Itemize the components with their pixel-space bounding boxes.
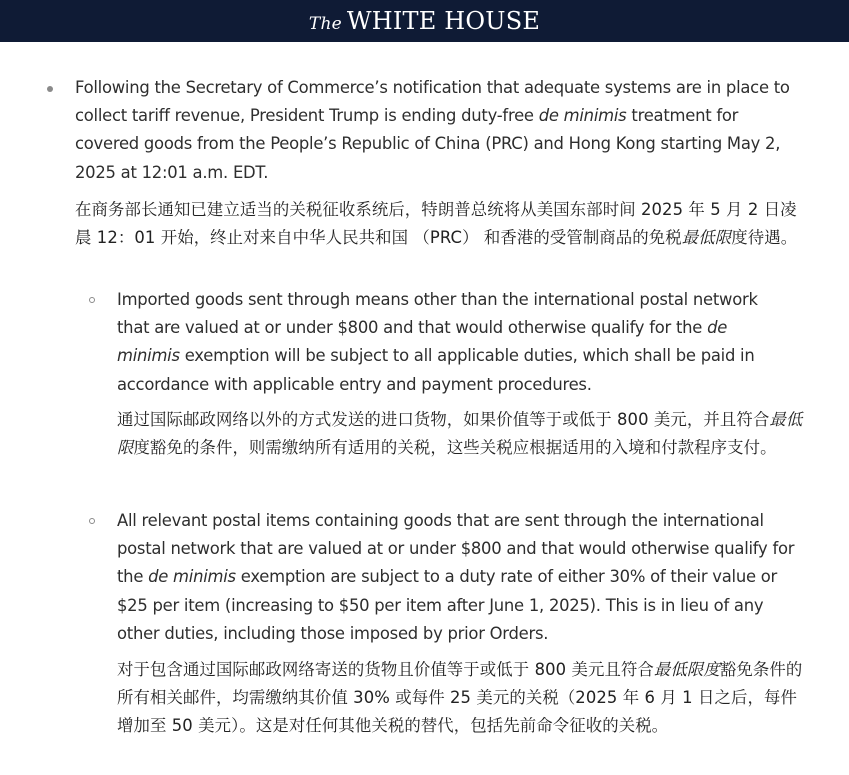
item-2-en-emphasis: de minimis [117,318,728,366]
item-2-en-text-b: exemption will be subject to all applicable duties, which shall be paid in accordance with applicable entry and payment procedures. [117,346,755,394]
item-3-chinese [117,656,807,739]
item-3-english [117,507,802,648]
item-1-zh-emphasis: 最低限 [681,227,732,247]
item-1-en-emphasis: de minimis [538,106,627,126]
item-3-en-emphasis: de minimis [148,567,236,587]
bullet-circle-icon [89,297,95,303]
logo-name: WHITE HOUSE [346,7,541,35]
item-1-en-text-b: treatment for covered goods from the People’s Republic of China (PRC) and Hong Kong starting May 2, 2025 at 12:01 a.m. EDT. [75,106,781,182]
item-1-english [75,74,805,187]
logo-the: The [308,14,342,34]
item-1-zh-text-a: 在商务部长通知已建立适当的关税征收系统后，特朗普总统将从美国东部时间 2025 年 5 月 2 日凌晨 12：01 开始，终止对来自中华人民共和国 （PRC） 和香港的受管制商品的免税 [75,200,797,247]
item-3-zh-text-a: 对于包含通过国际邮政网络寄送的货物且价值等于或低于 800 美元且符合 [117,660,654,679]
bullet-disc-icon [47,86,53,92]
bullet-circle-icon [89,518,95,524]
item-1-en-text-a: Following the Secretary of Commerce’s notification that adequate systems are in place to collect tariff revenue, President Trump is ending duty-free [75,78,790,126]
item-2-chinese [117,406,807,462]
item-1-zh-text-b: 度待遇。 [731,227,798,247]
item-2-zh-text-b: 度豁免的条件，则需缴纳所有适用的关税，这些关税应根据适用的入境和付款程序支付。 [133,437,777,457]
item-3-zh-emphasis: 最低限度 [653,660,720,679]
item-2-en-text-a: Imported goods sent through means other than the international postal network that are valued at or under $800 and that would otherwise qualify for the [117,290,758,338]
item-3-en-text-b: exemption are subject to a duty rate of either 30% of their value or $25 per item (increasing to $50 per item after June 1, 2025). This is in lieu of any other duties, including those imposed by prior Orders. [117,567,778,643]
item-3-zh-text-b: 豁免条件的所有相关邮件，均需缴纳其价值 30% 或每件 25 美元的关税（2025 年 6 月 1 日之后，每件增加至 50 美元）。这是对任何其他关税的替代，包括先前命令征收的关税。 [117,660,803,735]
item-2-english [117,286,792,399]
item-1-chinese [75,196,810,252]
site-header [0,0,849,42]
white-house-logo[interactable] [309,7,540,35]
item-2-zh-emphasis: 最低限 [117,410,803,457]
item-2-zh-text-a: 通过国际邮政网络以外的方式发送的进口货物，如果价值等于或低于 800 美元，并且符合 [117,410,770,429]
item-3-en-text-a: All relevant postal items containing goods that are sent through the international postal network that are valued at or under $800 and that would otherwise qualify for the [117,511,795,587]
